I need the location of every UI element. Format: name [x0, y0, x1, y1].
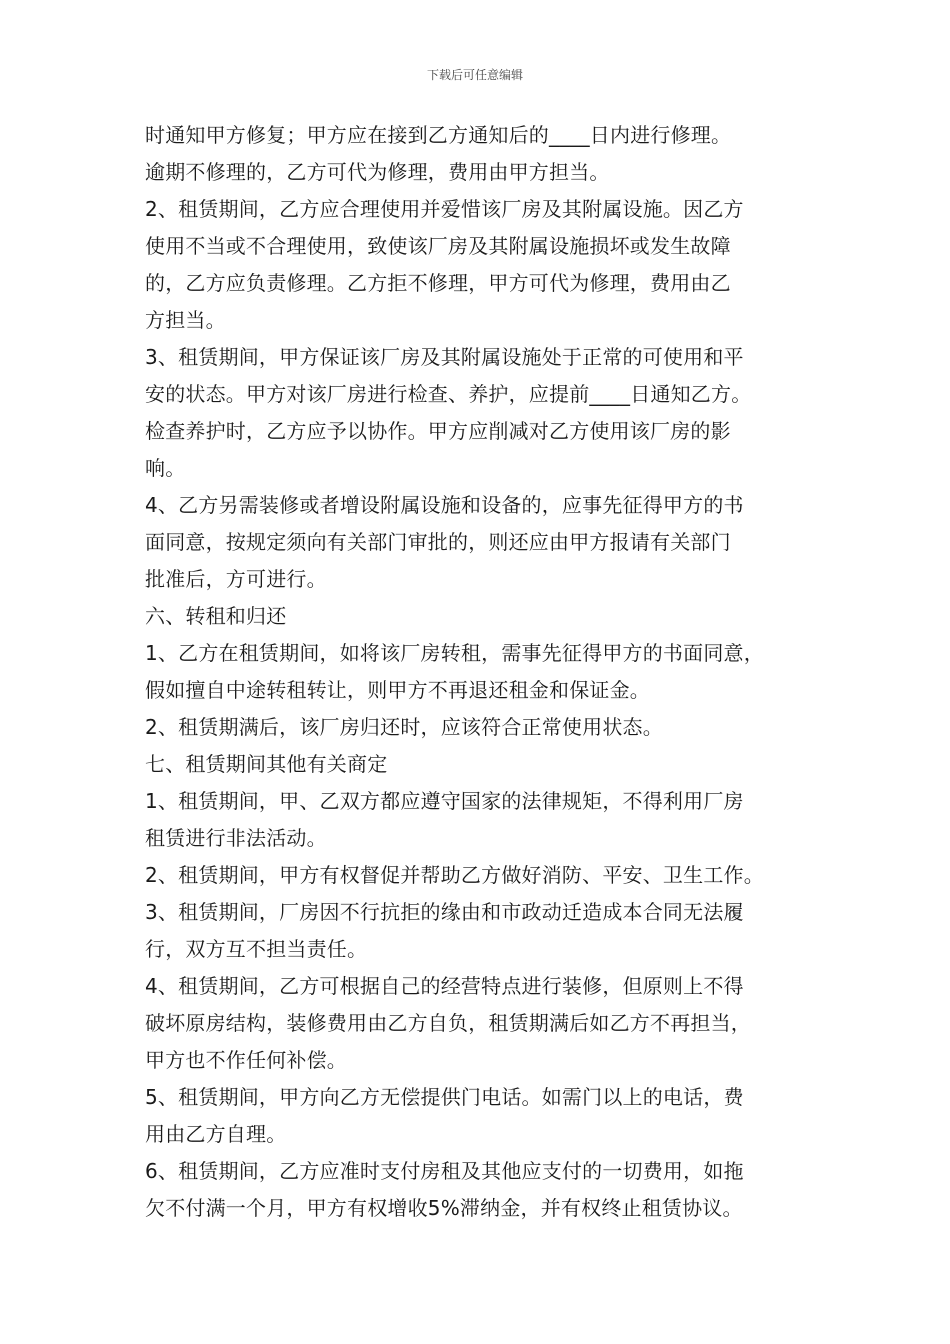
- text-line: 批准后，方可进行。: [145, 567, 327, 591]
- text-line: 2、租赁期间，甲方有权督促并帮助乙方做好消防、平安、卫生工作。: [145, 863, 764, 887]
- text-line: 欠不付满一个月，甲方有权增收5%滞纳金，并有权终止租赁协议。: [145, 1196, 743, 1220]
- text-line: 时通知甲方修复；甲方应在接到乙方通知后的____日内进行修理。: [145, 123, 732, 147]
- text-line: 1、乙方在租赁期间，如将该厂房转租，需事先征得甲方的书面同意，: [145, 641, 764, 665]
- text-line: 破坏原房结构，装修费用由乙方自负，租赁期满后如乙方不再担当，: [145, 1011, 751, 1035]
- text-line: 面同意，按规定须向有关部门审批的，则还应由甲方报请有关部门: [145, 530, 731, 554]
- text-line: 使用不当或不合理使用，致使该厂房及其附属设施损坏或发生故障: [145, 234, 731, 258]
- document-body: [145, 117, 825, 1227]
- text-line: 甲方也不作任何补偿。: [145, 1048, 347, 1072]
- text-line: 假如擅自中途转租转让，则甲方不再退还租金和保证金。: [145, 678, 650, 702]
- text-line: 检查养护时，乙方应予以协作。甲方应削减对乙方使用该厂房的影: [145, 419, 731, 443]
- text-line: 1、租赁期间，甲、乙双方都应遵守国家的法律规矩，不得利用厂房: [145, 789, 744, 813]
- text-line: 6、租赁期间，乙方应准时支付房租及其他应支付的一切费用，如拖: [145, 1159, 744, 1183]
- page-header-note: 下载后可任意编辑: [426, 68, 523, 82]
- text-line: 3、租赁期间，厂房因不行抗拒的缘由和市政动迁造成本合同无法履: [145, 900, 744, 924]
- text-line: 行，双方互不担当责任。: [145, 937, 368, 961]
- text-line: 方担当。: [145, 308, 226, 332]
- text-line: 逾期不修理的，乙方可代为修理，费用由甲方担当。: [145, 160, 610, 184]
- text-line: 安的状态。甲方对该厂房进行检查、养护，应提前____日通知乙方。: [145, 382, 752, 406]
- text-line: 租赁进行非法活动。: [145, 826, 327, 850]
- text-line: 的，乙方应负责修理。乙方拒不修理，甲方可代为修理，费用由乙: [145, 271, 731, 295]
- text-line: 4、乙方另需装修或者增设附属设施和设备的，应事先征得甲方的书: [145, 493, 744, 517]
- text-line: 响。: [145, 456, 186, 480]
- section-heading: 六、转租和归还: [145, 604, 287, 628]
- text-line: 3、租赁期间，甲方保证该厂房及其附属设施处于正常的可使用和平: [145, 345, 744, 369]
- text-line: 用由乙方自理。: [145, 1122, 287, 1146]
- text-line: 4、租赁期间，乙方可根据自己的经营特点进行装修，但原则上不得: [145, 974, 744, 998]
- section-heading: 七、租赁期间其他有关商定: [145, 752, 388, 776]
- text-line: 2、租赁期满后，该厂房归还时，应该符合正常使用状态。: [145, 715, 663, 739]
- text-line: 5、租赁期间，甲方向乙方无偿提供门电话。如需门以上的电话，费: [145, 1085, 744, 1109]
- text-line: 2、租赁期间，乙方应合理使用并爱惜该厂房及其附属设施。因乙方: [145, 197, 744, 221]
